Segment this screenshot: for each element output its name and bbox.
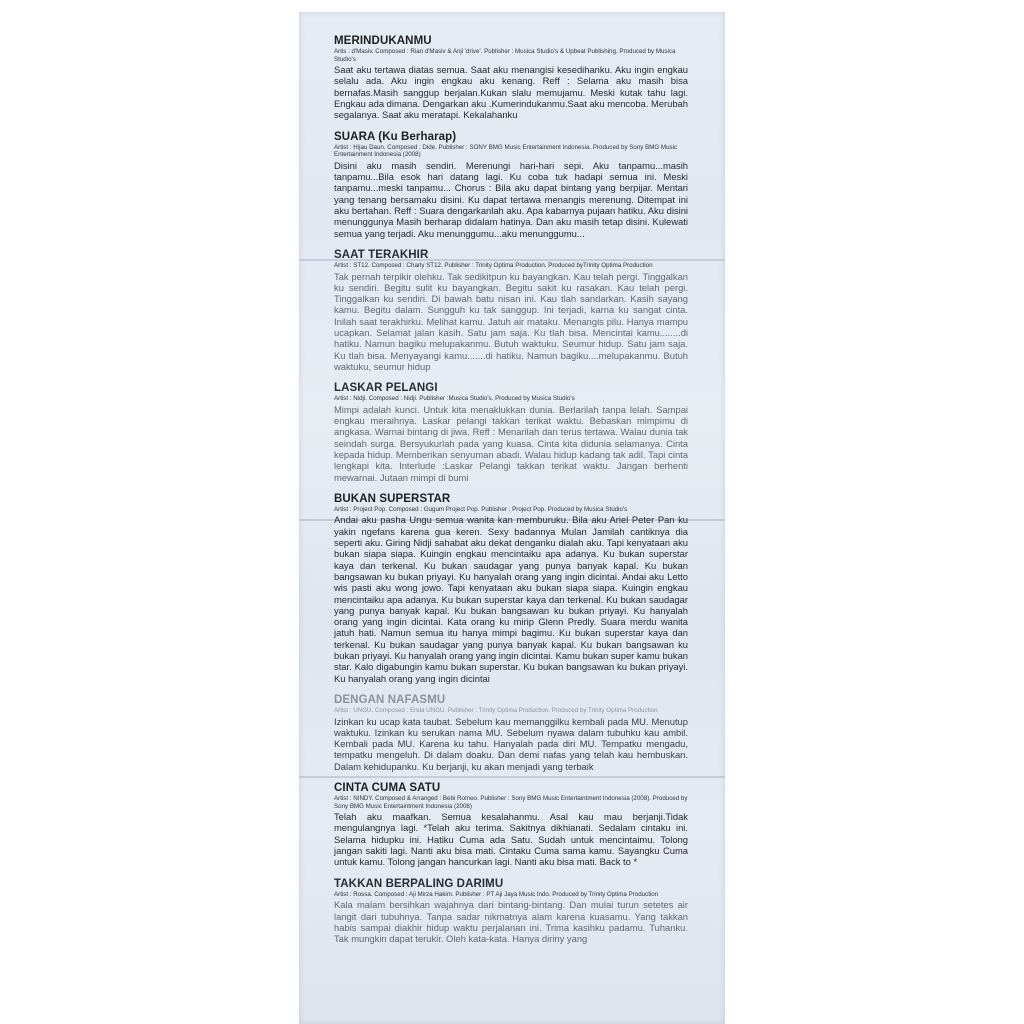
song-saat-terakhir: [334, 248, 688, 372]
song-lyrics: Andai aku pasha Ungu semua wanita kan memburuku. Bila aku Ariel Peter Pan ku yakin ngefans karena gua keren. Sexy badannya Mulan Jamilah cantiknya dia seperti aku. Giring Nidji sahabat aku dekat denganku dialah aku. Tapi kenyataan aku bukan siapa siapa. Kuingin engkau mencintaiku apa adanya. Ku bukan superstar kaya dan terkenal. Ku bukan saudagar yang punya banyak kapal. Ku bukan bangsawan ku bukan priyayi. Ku hanyalah orang yang ingin dicintai. Andai aku Letto wis pasti aku wong jowo. Tapi kenyataan aku bukan siapa siapa. Kuingin engkau mencintaiku apa adanya. Ku bukan superstar kaya dan terkenal. Ku bukan saudagar yang punya banyak kapal. Ku bukan bangsawan ku bukan priyayi. Ku hanyalah orang yang ingin dicintai. Kata orang ku mirip Glenn Predly. Suara merdu wanita jatuh hati. Namun semua itu hanya mimpi bagimu. Ku bukan superstar kaya dan terkenal. Ku bukan saudagar yang punya banyak kapal. Ku bukan bangsawan ku bukan priyayi. Ku hanyalah orang yang ingin dicintai. Kamu bukan super kamu bukan star. Kalo digabungin kamu bukan superstar. Ku bukan bangsawan ku bukan priyayi. Ku hanyalah orang yang ingin dicintai: [334, 514, 688, 684]
song-cinta-cuma-satu: [334, 781, 688, 868]
song-title: TAKKAN BERPALING DARIMU: [334, 877, 504, 890]
song-title: DENGAN NAFASMU: [334, 693, 446, 706]
song-credits: Artist : NINDY. Composed & Arranged : Bebi Romeo. Publisher : Sony BMG Music Entertaintment Indonesia (2008). Produced by Sony BMG Music Entertaintment Indonesia (2008): [334, 795, 688, 810]
song-credits: Artist : UNGU. Composed : Enda UNGU. Publisher : Trinity Optima Production. Produced by Trinity Optima Production: [334, 706, 658, 714]
song-suara: [334, 130, 688, 239]
song-lyrics: Kala malam bersihkan wajahnya dari bintang-bintang. Dan mulai turun setetes air langit dari tubuhnya. Tanpa sadar nikmatnya alam karena kuasamu. Yang takkan habis sampai diakhir hidup waktu perjalanan ini. Trima kasihku padamu. Tuhanku. Tak mungkin dapat terukir. Oleh kata-kata. Hanya diriny yang: [334, 899, 688, 945]
song-credits: Artist : ST12. Composed : Charly ST12. Publisher : Trinity Optima Production. Produced byTrinity Optima Production: [334, 261, 653, 269]
song-lyrics: Saat aku tertawa diatas semua. Saat aku menangisi kesedihanku. Aku ingin engkau selalu ada. Aku ingin engkau aku kenang. Reff : Selama aku masih bisa bernafas.Masih sanggup berjalan.Kukan slalu memujamu. Meski kutak tahu lagi. Engkau ada dimana. Dengarkan aku .Kumerindukanmu.Saat aku mencoba. Merubah segalanya. Saat aku meratapi. Kekalahanku: [334, 64, 688, 121]
song-lyrics: Disini aku masih sendiri. Merenungi hari-hari sepi. Aku tanpamu...masih tanpamu...Bila esok hari datang lagi. Ku coba tuk hadapi semua ini. Meski tanpamu...meski tanpamu... Chorus : Bila aku dapat bintang yang berpijar. Mentari yang tenang bersamaku disini. Ku dapat tertawa menangis merenung. Ditempat ini aku bertahan. Reff : Suara dengarkanlah aku. Apa kabarnya pujaan hatiku. Aku disini menunggunya Masih berharap didalam hatinya. Dan aku masih tetap disini. Kulewati semua yang terjadi. Aku menunggumu...aku menunggumu...: [334, 159, 688, 239]
song-laskar-pelangi: [334, 381, 688, 483]
song-title: LASKAR PELANGI: [334, 382, 438, 395]
song-lyrics: Telah aku maafkan. Semua kesalahanmu. Asal kau mau berjanji.Tidak mengulangnya lagi. *Telah aku terima. Sakitnya dikhianati. Sedalam cintaku ini. Selama hidupku ini. Hatiku Cuma ada Satu. Sudah untuk mencintaimu. Tolong jangan sakiti lagi. Nanti aku bisa mati. Cintaku Cuma sama kamu. Sayangku Cuma untuk kamu. Tolong jangan hancurkan lagi. Nanti aku bisa mati. Back to *: [334, 811, 688, 868]
song-title: CINTA CUMA SATU: [334, 782, 441, 794]
song-dengan-nafasmu: [334, 693, 688, 772]
song-credits: Artist : Rossa. Composed : Aji Mirza Hakim. Publisher : PT Aji Jaya Music Indo. Produced by Trinity Optima Production: [334, 890, 659, 898]
song-lyrics: Mimpi adalah kunci. Untuk kita menaklukkan dunia. Berlarilah tanpa lelah. Sampai engkau meraihnya. Laskar pelangi takkan terikat waktu. Bebaskan mimpimu di angkasa. Warnai bintang di jiwa. Reff : Menarilah dan terus tertawa. Walau dunia tak seindah surga. Bersyukurlah pada yang kuasa. Cinta kita didunia selamanya. Cinta kepada hidup. Memberikan senyuman abadi. Walau hidup kadang tak adil. Tapi cinta lengkapi kita. Interlude :Laskar Pelangi takkan terikat waktu. Jangan berhenti mewarnai. Jutaan mimpi di bumi: [334, 403, 688, 483]
lyrics-insert-sheet: [299, 12, 725, 1024]
song-takkan-berpaling-darimu: [334, 877, 688, 945]
song-credits: Artist : Nidji. Composed : Nidji. Publisher :Musica Studio's. Produced by Musica Studio's: [334, 395, 575, 403]
song-credits: Artis : d'Masiv. Composed : Rian d'Masiv & Anji 'drive'. Publisher : Musica Studio's & Upbeat Publishing. Produced by Musica Studio's: [334, 48, 676, 63]
song-title: BUKAN SUPERSTAR: [334, 492, 451, 505]
lyrics-content: [334, 34, 688, 953]
song-title: MERINDUKANMU: [334, 35, 432, 47]
song-credits: Artist : Project Pop. Composed : Gugum Project Pop. Publisher : Project Pop. Produced by Musica Studio's: [334, 505, 628, 513]
song-lyrics: Izinkan ku ucap kata taubat. Sebelum kau memanggilku kembali pada MU. Menutup waktuku. Izinkan ku serukan nama MU. Sebelum nyawa dalam tubuhku kau ambil. Kembali pada MU. Karena ku tahu. Hanyalah pada diri MU. Tempatku mengadu, tempatku mengeluh. Di dalam doaku. Dan demi nafas yang telah kau hembuskan. Dalam kehidupanku. Ku berjanji, ku akan menjadi yang terbaik: [334, 715, 688, 772]
song-credits: Artist : Hijau Daun. Composed : Dide. Publisher : SONY BMG Music Entertainment Indonesia. Produced by Sony BMG Music Entertainment Indonesia (2008): [334, 143, 678, 159]
song-bukan-superstar: [334, 492, 688, 684]
song-title: SAAT TERAKHIR: [334, 248, 429, 261]
song-lyrics: Tak pernah terpikir olehku. Tak sedikitpun ku bayangkan. Kau telah pergi. Tinggalkan ku sendiri. Begitu sulit ku bayangkan. Begitu sakit ku rasakan. Kau telah pergi. Tinggalkan ku sendiri. Di bawah batu nisan ini. Kau tlah sandarkan. Kasih sayang kamu. Begitu dalam. Sungguh ku tak sanggup. Ini terjadi, karna ku sangat cinta. Inilah saat terakhirku. Melihat kamu. Jatuh air mataku. Menangis pilu. Hanya mampu ucapkan. Selamat jalan kasih. Satu jam saja. Ku tlah bisa. Mencintai kamu........di hatiku. Namun bagiku melupakanmu. Butuh waktuku. Seumur hidup. Satu jam saja. Ku tlah bisa. Menyayangi kamu.......di hatiku. Namun bagiku....melupakanmu. Butuh waktuku, seumur hidup: [334, 270, 688, 372]
song-title: SUARA (Ku Berharap): [334, 130, 457, 143]
song-merindukanmu: [334, 34, 688, 121]
